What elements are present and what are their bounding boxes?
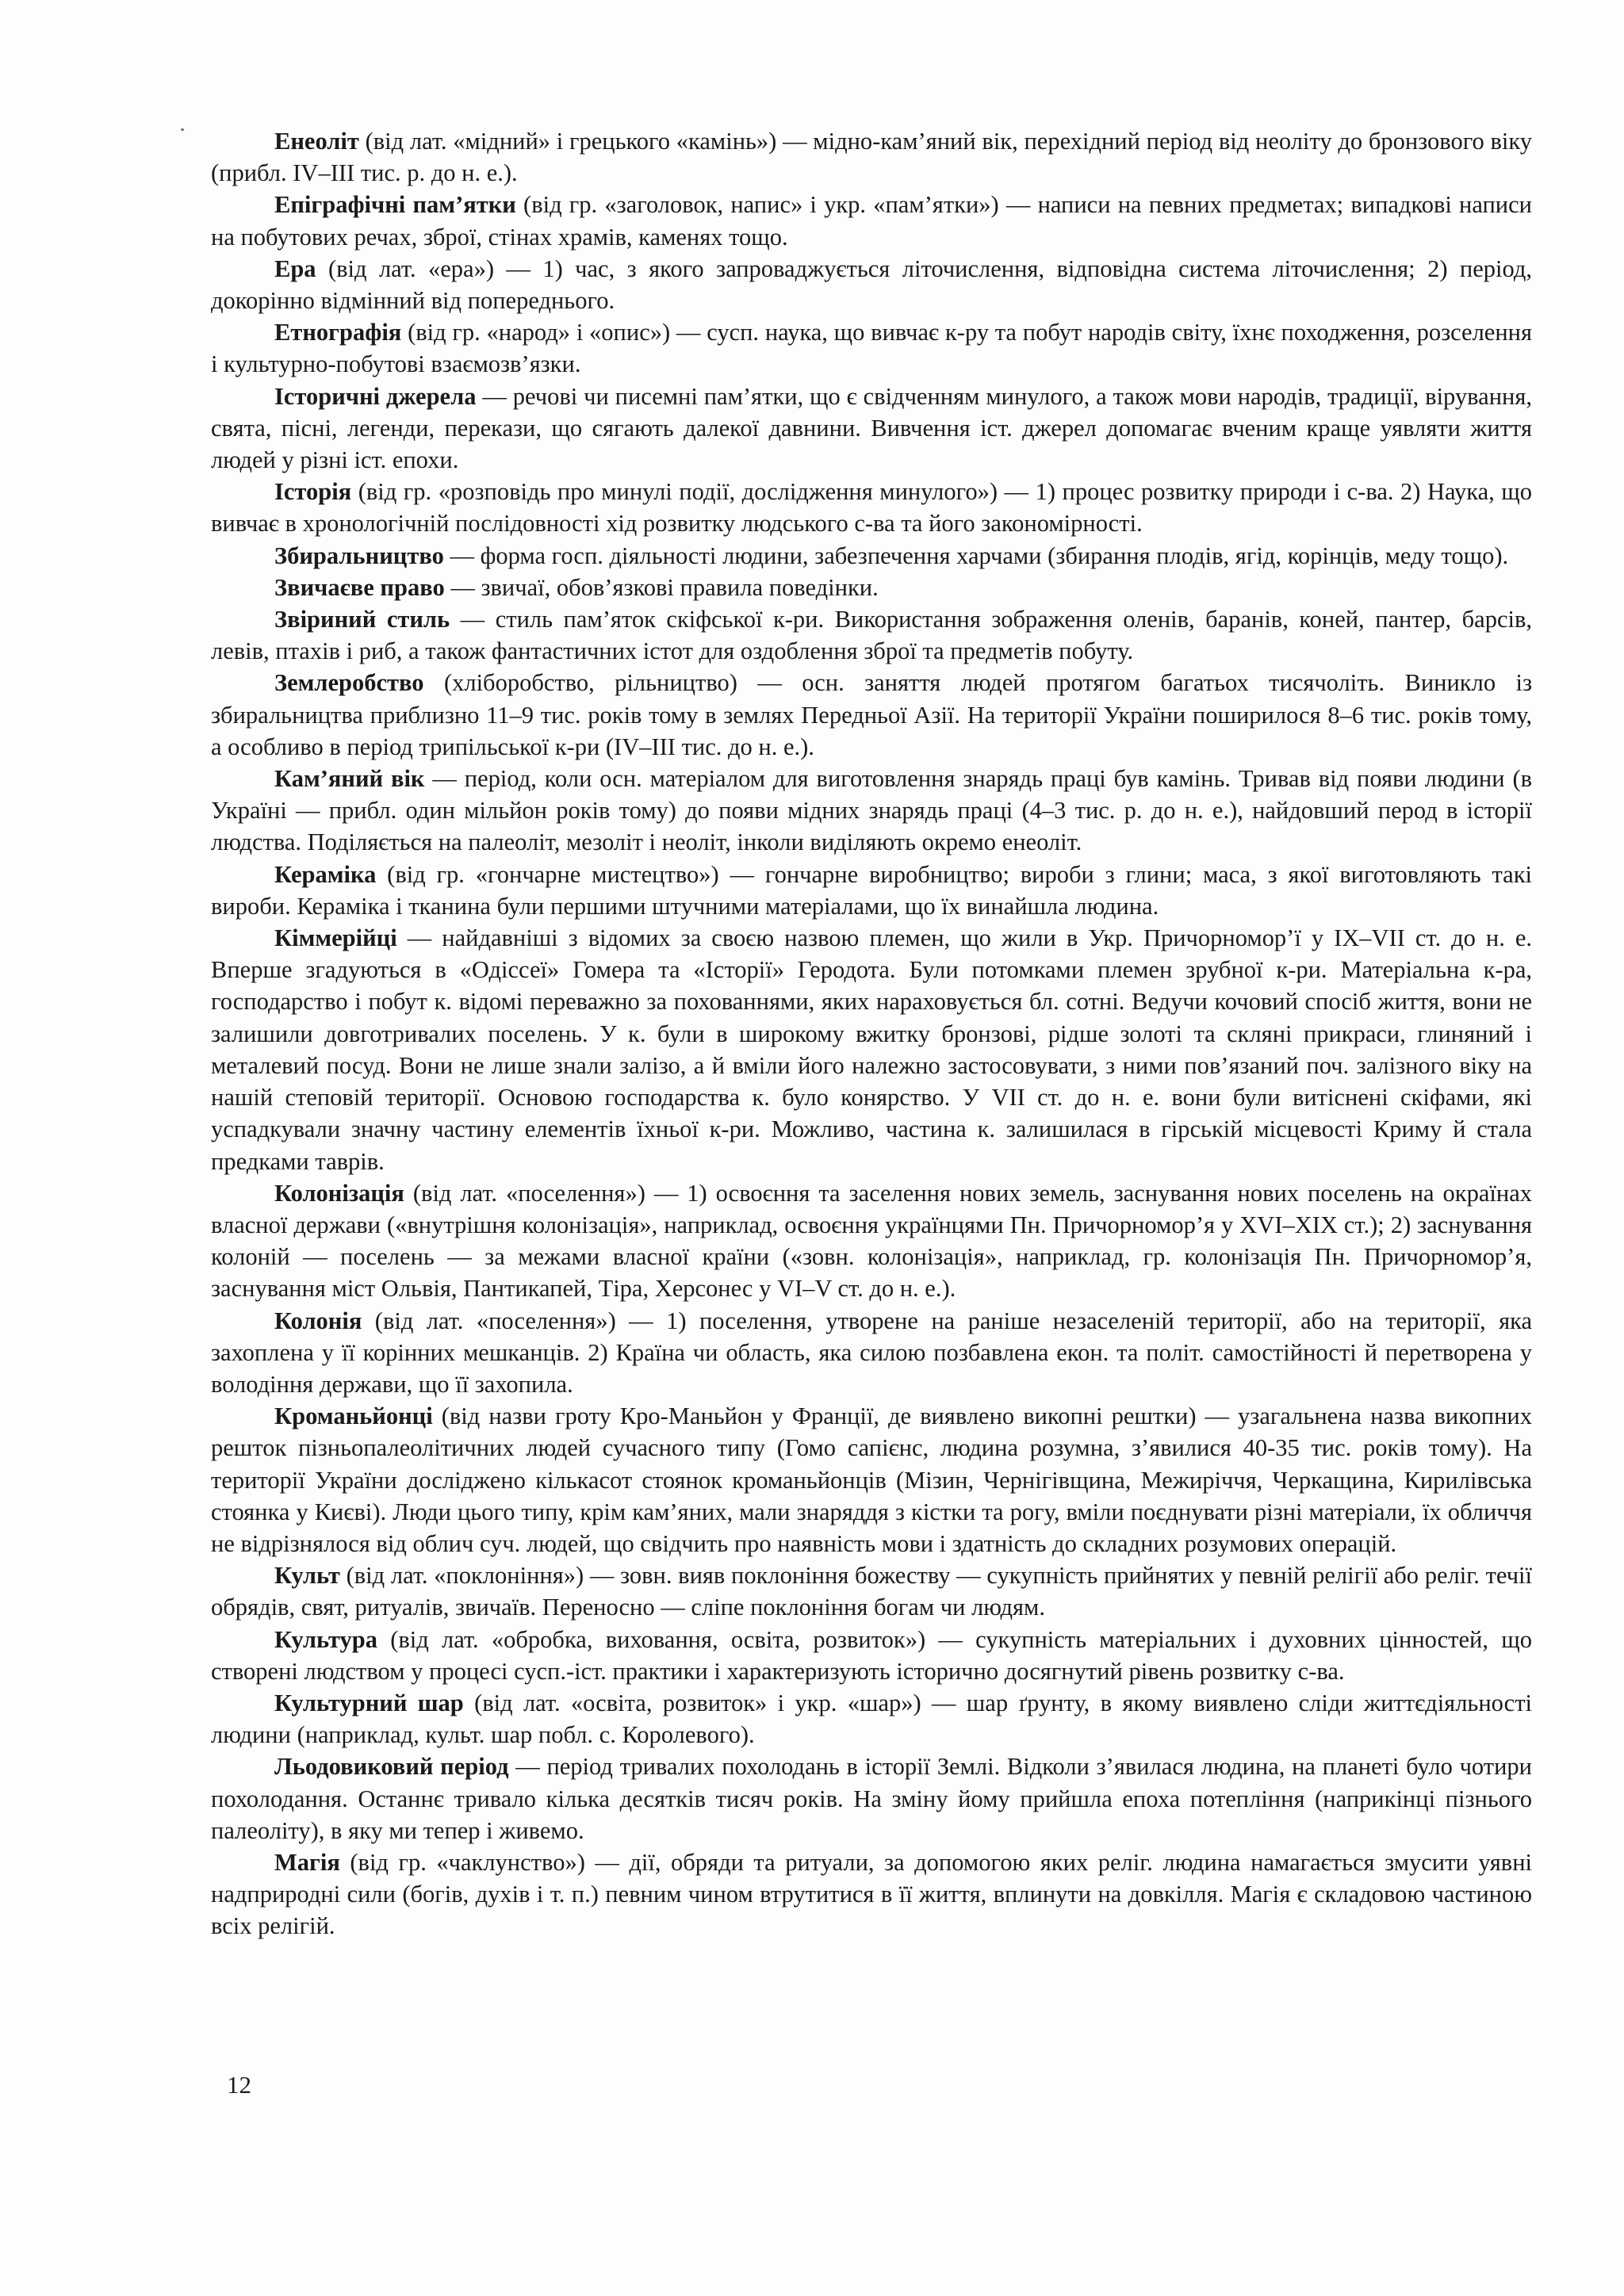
glossary-definition: (від гр. «чаклунство») — дії, обряди та ритуали, за допомогою яких реліг. людина намагається змусити уявні надприродні сили (богів, духів і т. п.) певним чином втрутитися в її життя, вплинути на довкілля. Магія є складовою частиною всіх релігій. (211, 1848, 1532, 1940)
glossary-term: Кам’яний вік (274, 765, 425, 793)
glossary-entry (211, 1559, 1532, 1623)
glossary-entry (211, 1751, 1532, 1846)
glossary-definition: — форма госп. діяльності людини, забезпечення харчами (збирання плодів, ягід, корінців, меду тощо). (443, 541, 1509, 569)
glossary-definition: (від гр. «розповідь про минулі події, дослідження минулого») — 1) процес розвитку природи і с-ва. 2) Наука, що вивчає в хронологічній послідовності хід розвитку людського с-ва та його закономірності. (211, 478, 1532, 538)
glossary-definition: (від гр. «народ» і «опис») — сусп. наука, що вивчає к-ру та побут народів світу, їхнє походження, розселення і культурно-побутові взаємозв’язки. (211, 319, 1532, 378)
glossary-entry (211, 1177, 1532, 1305)
glossary-definition: — період тривалих похолодань в історії Землі. Відколи з’явилася людина, на планеті було чотири похолодання. Останнє тривало кілька десятків тисяч років. На зміну йому прийшла епоха потепління (наприкінці пізнього палеоліту), в яку ми тепер і живемо. (211, 1753, 1532, 1844)
glossary-entry (211, 667, 1532, 763)
glossary-term: Кераміка (274, 860, 377, 888)
glossary-term: Колонізація (274, 1179, 404, 1207)
glossary-term: Ера (274, 254, 316, 282)
scan-speck (181, 128, 184, 131)
glossary-definition: — речові чи писемні пам’ятки, що є свідченням минулого, а також мови народів, традиції, вірування, свята, пісні, легенди, перекази, що сягають далекої давнини. Вивчення іст. джерел допомагає вченим краще уявляти життя людей у різні іст. епохи. (211, 382, 1532, 474)
glossary-term: Етнографія (274, 319, 402, 346)
glossary-term: Землеробство (274, 669, 424, 697)
glossary-term: Енеоліт (274, 128, 359, 155)
glossary-entry (211, 1624, 1532, 1687)
glossary-definition: (хліборобство, рільництво) — осн. заняття людей протягом багатьох тисячоліть. Виникло із збиральництва приблизно 11–9 тис. років тому в землях Передньої Азії. На території України поширилося 8–6 тис. років тому, а особливо в період трипільської к-ри (IV–III тис. до н. е.). (211, 669, 1532, 760)
glossary-entry (211, 189, 1532, 252)
glossary-term: Історичні джерела (274, 382, 477, 410)
glossary-entry (211, 763, 1532, 859)
glossary-entry (211, 1400, 1532, 1559)
glossary-entry (211, 381, 1532, 476)
glossary-term: Епіграфічні пам’ятки (274, 191, 516, 219)
glossary-entry (211, 1846, 1532, 1942)
glossary-term: Культура (274, 1625, 377, 1653)
glossary-definition: (від лат. «поселення») — 1) поселення, утворене на раніше незаселеній території, або на території, яка захоплена у її корінних мешканців. 2) Країна чи область, яка силою позбавлена екон. та політ. самостійності й перетворена у володіння держави, що її захопила. (211, 1307, 1532, 1398)
glossary-definition: (від лат. «ера») — 1) час, з якого запроваджується літочислення, відповідна система літочислення; 2) період, докорінно відмінний від попереднього. (211, 254, 1532, 315)
glossary-entry (211, 476, 1532, 539)
glossary-definition: (від лат. «обробка, виховання, освіта, розвиток») — сукупність матеріальних і духовних цінностей, що створені людством у процесі сусп.-іст. практики і характеризують історично досягнутий рівень розвитку с-ва. (211, 1625, 1532, 1685)
glossary-entry (211, 572, 1532, 603)
glossary-entry (211, 1305, 1532, 1401)
glossary-entry (211, 603, 1532, 667)
glossary-entry (211, 316, 1532, 380)
glossary-definition: — стиль пам’яток скіфської к-ри. Використання зображення оленів, баранів, коней, пантер, барсів, левів, птахів і риб, а також фантастичних істот для оздоблення зброї та предметів побуту. (211, 606, 1532, 665)
page-number: 12 (227, 2071, 251, 2099)
glossary-entry (211, 540, 1532, 572)
glossary-term: Колонія (274, 1307, 362, 1334)
glossary-definition: (від гр. «гончарне мистецтво») — гончарне виробництво; вироби з глини; маса, з якої виготовляють такі вироби. Кераміка і тканина були першими штучними матеріалами, що їх винайшла людина. (211, 860, 1532, 920)
glossary-term: Льодовиковий період (274, 1753, 509, 1781)
glossary-entry (211, 1687, 1532, 1751)
glossary-entry (211, 125, 1532, 189)
glossary-term: Звіриний стиль (274, 606, 450, 633)
glossary-definition: — період, коли осн. матеріалом для виготовлення знарядь праці був камінь. Тривав від появи людини (в Україні — прибл. один мільйон років тому) до появи мідних знарядь праці (4–3 тис. р. до н. е.), найдовший перод в історії людства. Поділяється на палеоліт, мезоліт і неоліт, інколи виділяють окремо енеоліт. (211, 765, 1532, 856)
glossary-term: Культ (274, 1562, 340, 1590)
glossary-entry (211, 859, 1532, 922)
glossary-entry (211, 253, 1532, 316)
glossary-definition: (від лат. «поклоніння») — зовн. вияв поклоніння божеству — сукупність прийнятих у певній релігії або реліг. течії обрядів, свят, ритуалів, звичаїв. Переносно — сліпе поклоніння богам чи людям. (211, 1562, 1532, 1621)
glossary-definition: (від лат. «мідний» і грецького «камінь») — мідно-кам’яний вік, перехідний період від неоліту до бронзового віку (прибл. IV–III тис. р. до н. е.). (211, 128, 1532, 187)
glossary-term: Культурний шар (274, 1689, 464, 1716)
glossary-definition: — звичаї, обов’язкові правила поведінки. (444, 573, 879, 601)
glossary-term: Магія (274, 1848, 340, 1876)
glossary-definition: (від лат. «освіта, розвиток» і укр. «шар») — шар ґрунту, в якому виявлено сліди життєдіяльності людини (наприклад, культ. шар побл. с. Королевого). (211, 1689, 1532, 1749)
glossary-entry (211, 922, 1532, 1177)
glossary-term: Звичаєве право (274, 573, 445, 601)
glossary-term: Кроманьйонці (274, 1402, 433, 1430)
glossary-definition: (від назви гроту Кро-Маньйон у Франції, де виявлено викопні рештки) — узагальнена назва викопних решток пізньопалеолітичних людей сучасного типу (Гомо сапієнс, людина розумна, з’явилися 40-35 тис. років тому). На території України досліджено кількасот стоянок кроманьйонців (Мізин, Чернігівщина, Межиріччя, Черкащина, Кирилівська стоянка у Києві). Люди цього типу, крім кам’яних, мали знаряддя з кістки та рогу, вміли поєднувати різні матеріали, їх обличчя не відрізнялося від облич суч. людей, що свідчить про наявність мови і здатність до складних розумових операцій. (211, 1402, 1532, 1557)
glossary-definition: (від лат. «поселення») — 1) освоєння та заселення нових земель, заснування нових поселень на окраїнах власної держави («внутрішня колонізація», наприклад, освоєння українцями Пн. Причорномор’я у XVI–XIX ст.); 2) заснування колоній — поселень — за межами власної країни («зовн. колонізація», наприклад, гр. колонізація Пн. Причорномор’я, заснування міст Ольвія, Пантикапей, Тіра, Херсонес у VI–V ст. до н. е.). (211, 1179, 1532, 1303)
glossary-definition: — найдавніші з відомих за своєю назвою племен, що жили в Укр. Причорномор’ї у IX–VII ст. до н. е. Вперше згадуються в «Одіссеї» Гомера та «Історії» Геродота. Були потомками племен зрубної к-ри. Матеріальна к-ра, господарство і побут к. відомі переважно за похованнями, яких нараховується бл. сотні. Ведучи кочовий спосіб життя, вони не залишили довготривалих поселень. У к. були в широкому вжитку бронзові, рідше золоті та скляні прикраси, глиняний і металевий посуд. Вони не лише знали залізо, а й вміли його належно застосовувати, з ними пов’язаний поч. залізного віку на нашій степовій території. Основою господарства к. було конярство. У VII ст. до н. е. вони були витіснені скіфами, які успадкували значну частину елементів їхньої к-ри. Можливо, частина к. залишилася в гірській місцевості Криму й стала предками таврів. (211, 924, 1532, 1175)
glossary-term: Кіммерійці (274, 924, 397, 952)
glossary-body (211, 125, 1532, 1942)
glossary-term: Історія (274, 478, 352, 506)
glossary-definition: (від гр. «заголовок, напис» і укр. «пам’ятки») — написи на певних предметах; випадкові написи на побутових речах, зброї, стінах храмів, каменях тощо. (211, 191, 1532, 251)
glossary-term: Збиральництво (274, 541, 444, 569)
